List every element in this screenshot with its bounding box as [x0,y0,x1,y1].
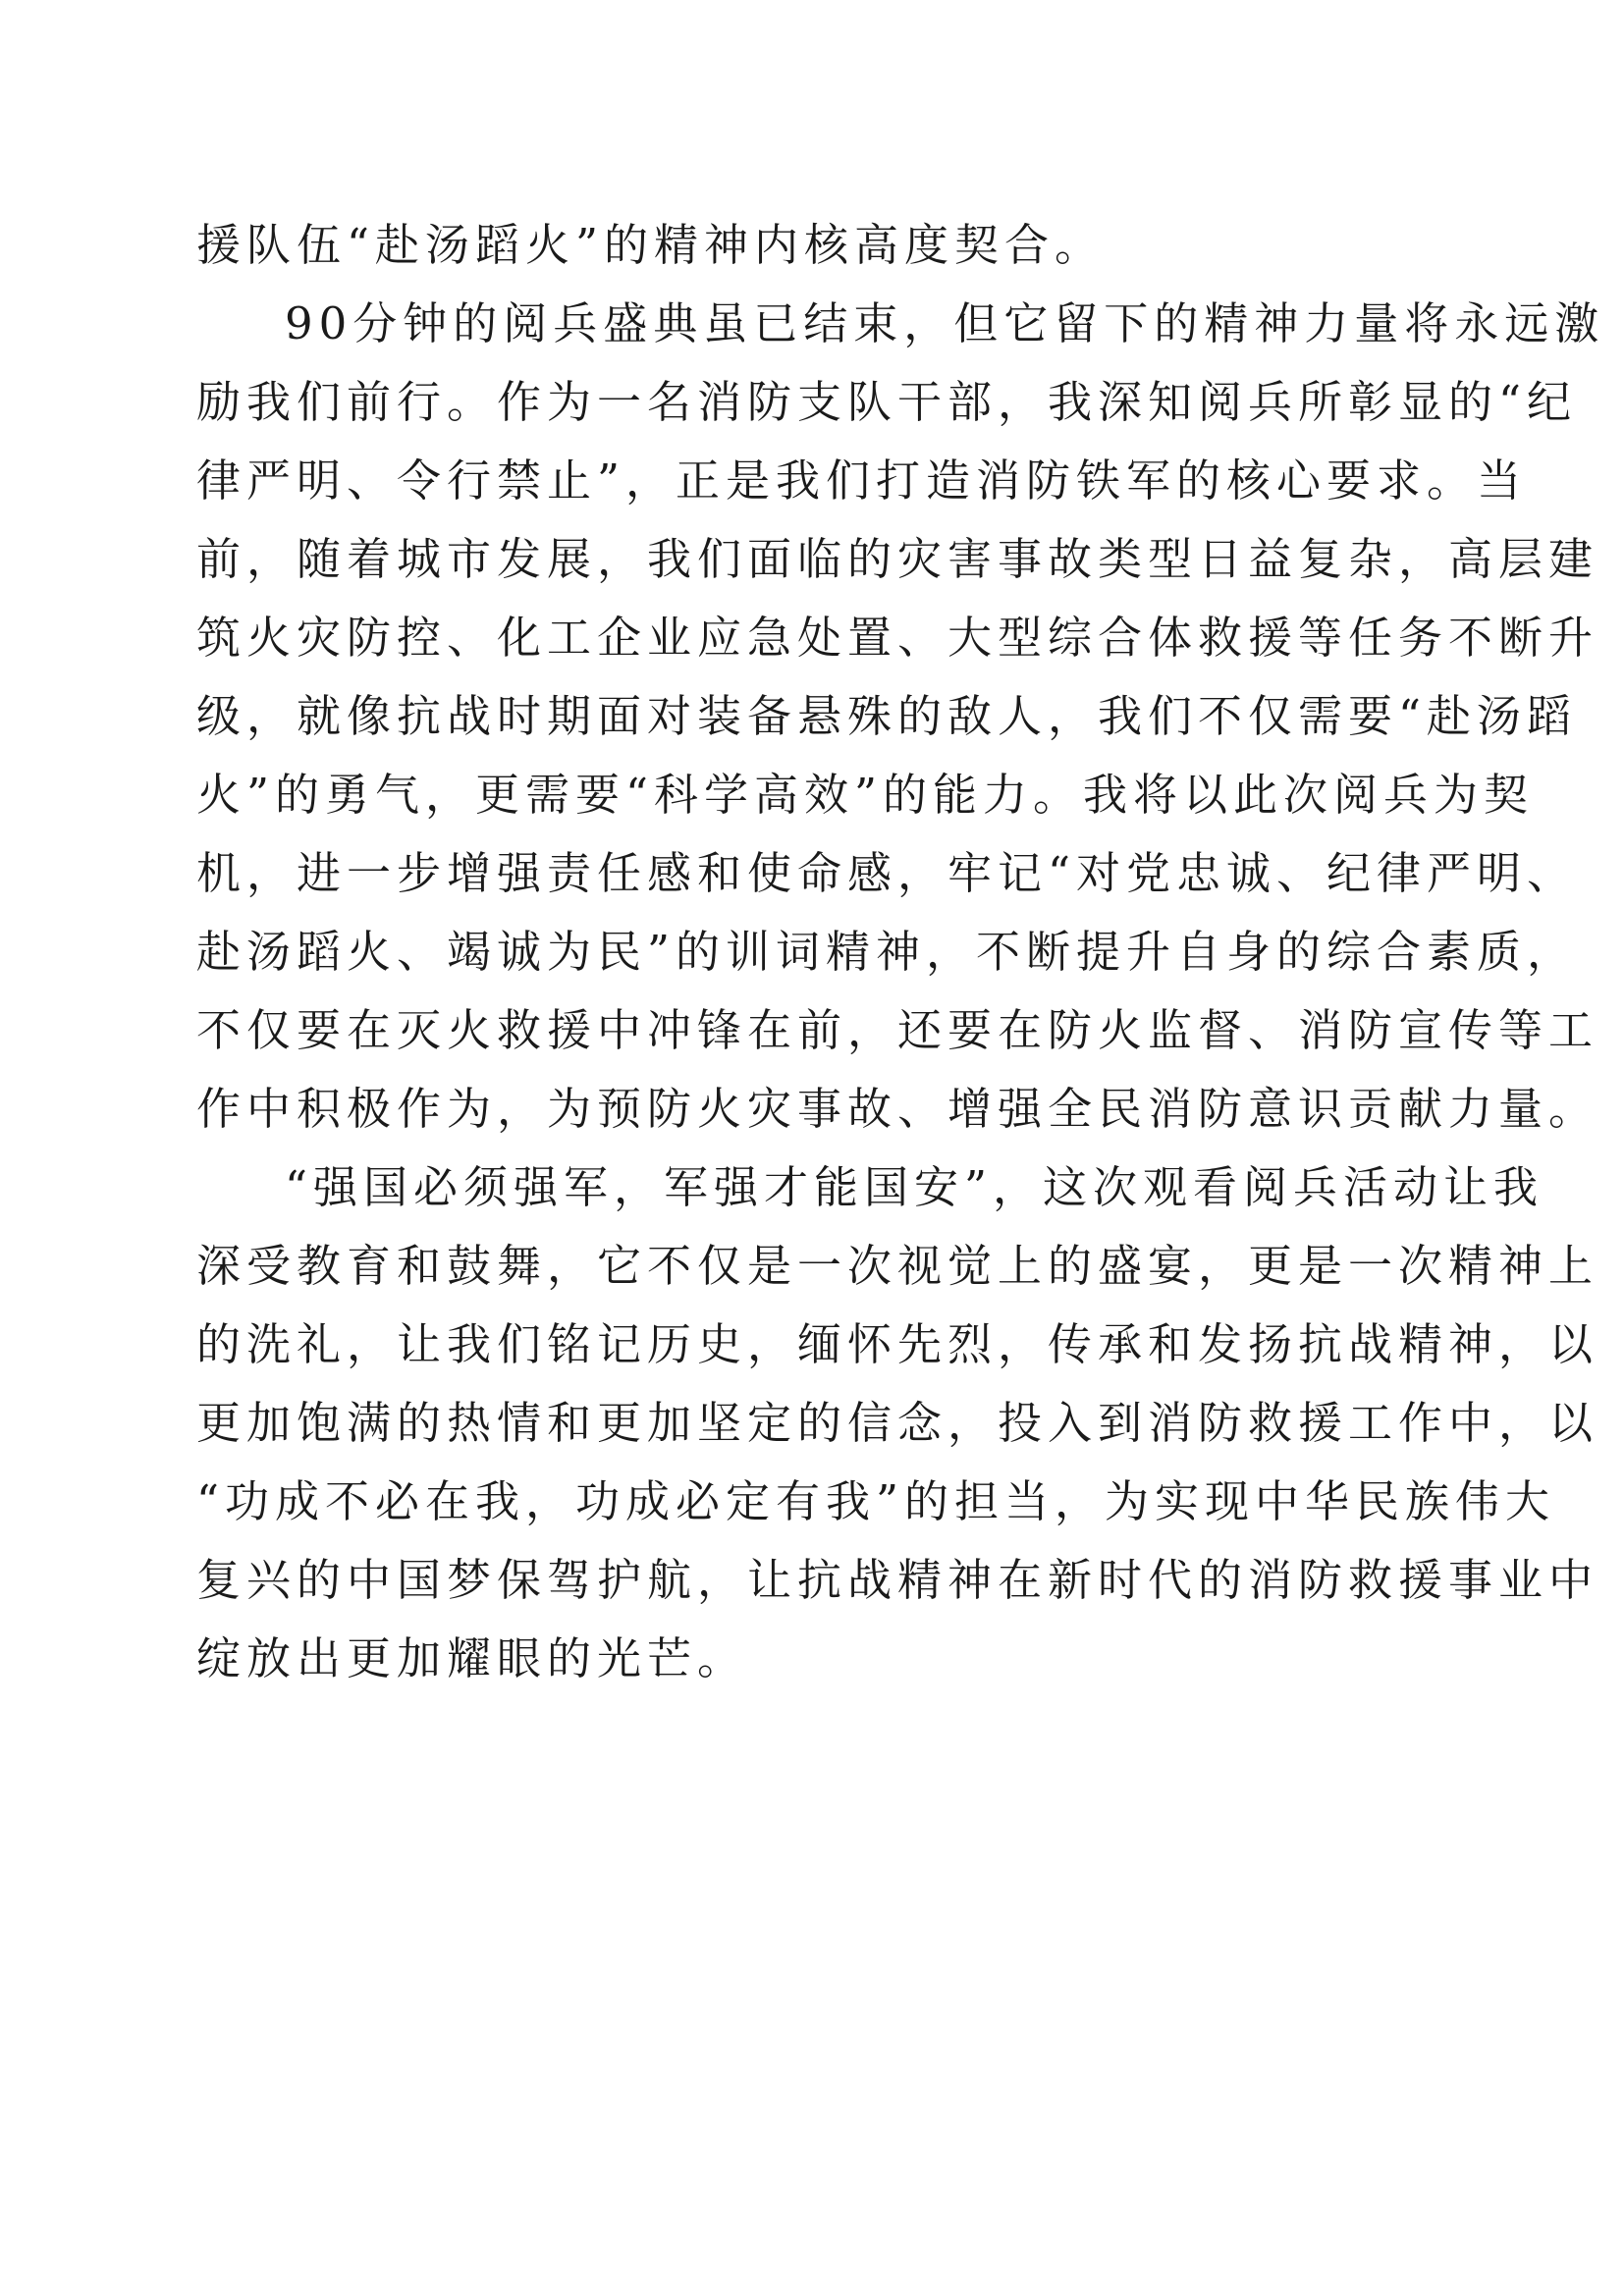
text-line: 绽放出更加耀眼的光芒。 [196,1632,748,1684]
text-line: 筑火灾防控、化工企业应急处置、大型综合体救援等任务不断升 [196,612,1599,664]
text-line: 励我们前行。作为一名消防支队干部，我深知阅兵所彰显的“纪 [196,376,1578,428]
text-line: 作中积极作为，为预防火灾事故、增强全民消防意识贡献力量。 [196,1083,1599,1135]
text-line: 更加饱满的热情和更加坚定的信念，投入到消防救援工作中，以 [196,1397,1599,1449]
text-line: 律严明、令行禁止”，正是我们打造消防铁军的核心要求。当 [196,454,1528,507]
text-line: 的洗礼，让我们铭记历史，缅怀先烈，传承和发扬抗战精神，以 [196,1318,1599,1370]
text-line: 机，进一步增强责任感和使命感，牢记“对党忠诚、纪律严明、 [196,847,1578,899]
text-line: 深受教育和鼓舞，它不仅是一次视觉上的盛宴，更是一次精神上 [196,1240,1599,1292]
text-line: “强国必须强军，军强才能国安”，这次观看阅兵活动让我 [285,1161,1544,1213]
text-line: 复兴的中国梦保驾护航，让抗战精神在新时代的消防救援事业中 [196,1554,1599,1606]
text-line: 级，就像抗战时期面对装备悬殊的敌人，我们不仅需要“赴汤蹈 [196,690,1578,742]
text-line: 火”的勇气，更需要“科学高效”的能力。我将以此次阅兵为契 [196,769,1535,821]
text-line: 赴汤蹈火、竭诚为民”的训词精神，不断提升自身的综合素质， [196,926,1578,978]
text-line: “功成不必在我，功成必定有我”的担当，为实现中华民族伟大 [196,1475,1556,1527]
document-body [196,206,1605,1698]
text-line: 不仅要在灭火救援中冲锋在前，还要在防火监督、消防宣传等工 [196,1004,1599,1056]
text-line: 90分钟的阅兵盛典虽已结束，但它留下的精神力量将永远激 [285,297,1605,349]
text-line: 援队伍“赴汤蹈火”的精神内核高度契合。 [196,219,1106,271]
text-line: 前，随着城市发展，我们面临的灾害事故类型日益复杂，高层建 [196,533,1599,585]
